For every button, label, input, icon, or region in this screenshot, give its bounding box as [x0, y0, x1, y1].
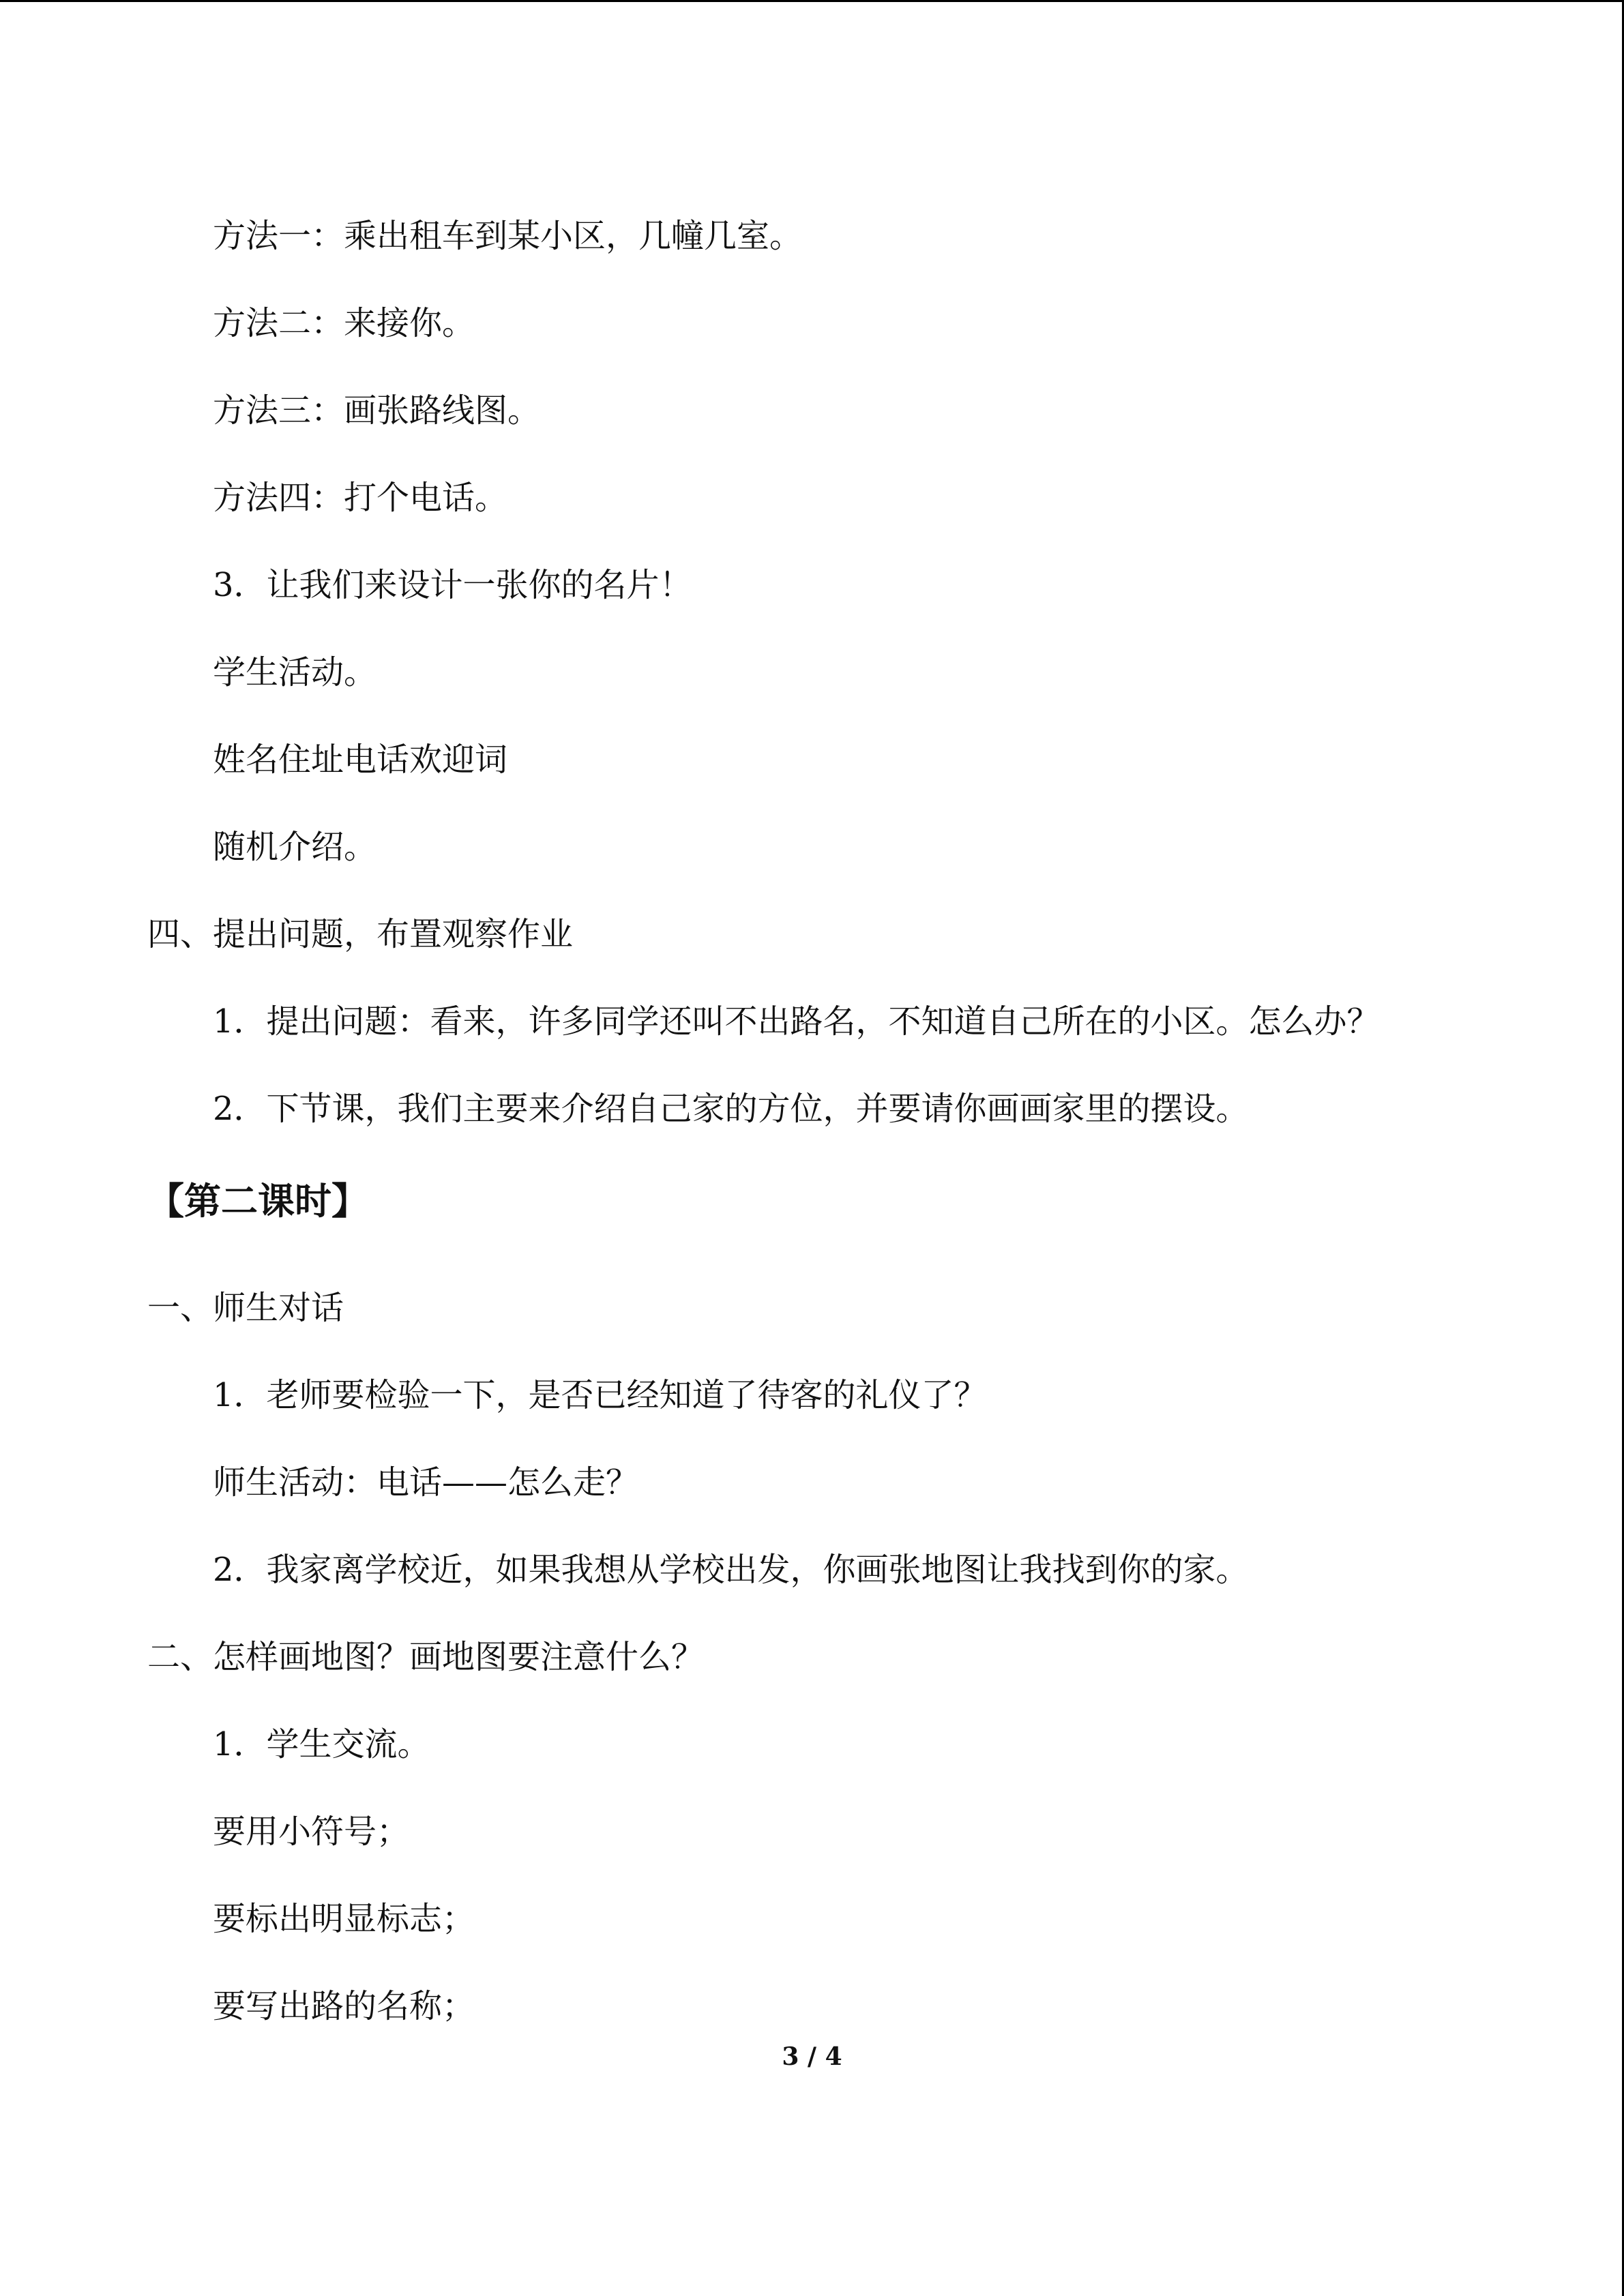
lesson-heading: 【第二课时】 [147, 1179, 368, 1223]
paragraph-student-activity: 学生活动。 [213, 653, 377, 691]
paragraph-draw-map: 2．我家离学校近，如果我想从学校出发，你画张地图让我找到你的家。 [213, 1551, 1249, 1589]
paragraph-card-fields: 姓名住址电话欢迎词 [213, 741, 508, 779]
paragraph-use-symbols: 要用小符号； [213, 1813, 410, 1851]
paragraph-method-4: 方法四：打个电话。 [213, 479, 508, 517]
section-heading-4: 四、提出问题，布置观察作业 [147, 915, 574, 953]
paragraph-method-2: 方法二：来接你。 [213, 304, 475, 342]
paragraph-student-exchange: 1．学生交流。 [213, 1725, 430, 1763]
paragraph-question: 1．提出问题：看来，许多同学还叫不出路名，不知道自己所在的小区。怎么办？ [213, 1002, 1380, 1041]
paragraph-teacher-check: 1．老师要检验一下，是否已经知道了待客的礼仪了？ [213, 1376, 987, 1414]
paragraph-method-3: 方法三：画张路线图。 [213, 391, 541, 430]
paragraph-teacher-activity: 师生活动：电话——怎么走？ [213, 1463, 639, 1502]
top-border [0, 0, 1624, 2]
paragraph-method-1: 方法一：乘出租车到某小区，几幢几室。 [213, 217, 803, 255]
paragraph-mark-landmarks: 要标出明显标志； [213, 1900, 475, 1938]
paragraph-item-3: 3．让我们来设计一张你的名片！ [213, 566, 692, 604]
section-heading-1: 一、师生对话 [147, 1289, 344, 1327]
section-heading-2: 二、怎样画地图？画地图要注意什么？ [147, 1638, 705, 1676]
page-number: 3 / 4 [782, 2042, 842, 2071]
paragraph-random-intro: 随机介绍。 [213, 828, 377, 866]
paragraph-next-lesson: 2．下节课，我们主要来介绍自己家的方位，并要请你画画家里的摆设。 [213, 1090, 1249, 1128]
paragraph-write-road-names: 要写出路的名称； [213, 1987, 475, 2025]
